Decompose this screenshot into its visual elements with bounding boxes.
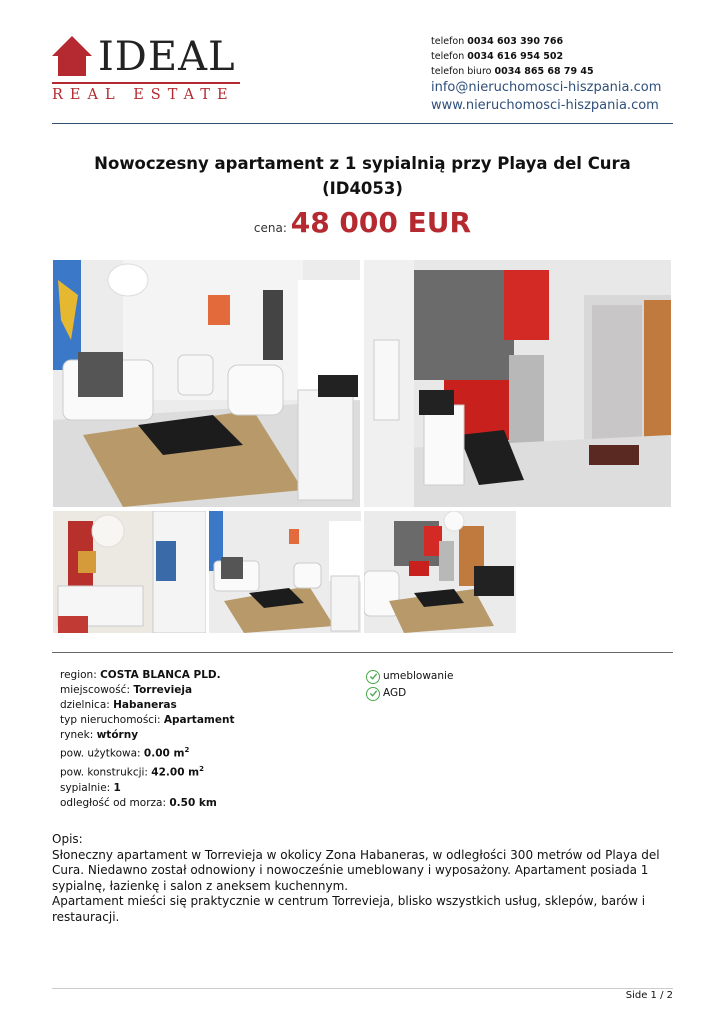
feature-label: AGD <box>383 687 407 699</box>
detail-label: region: <box>60 669 101 681</box>
detail-row <box>60 743 234 762</box>
detail-label: typ nieruchomości: <box>60 714 164 727</box>
property-details <box>60 668 234 811</box>
price-label: cena: <box>253 221 291 235</box>
detail-value: Habaneras <box>113 699 177 712</box>
phone-number: 0034 603 390 766 <box>467 36 564 47</box>
detail-value: Torrevieja <box>133 684 193 697</box>
house-roof-icon <box>52 36 92 76</box>
detail-row <box>60 781 234 796</box>
price-row <box>52 206 673 239</box>
detail-value: wtórny <box>96 729 139 742</box>
detail-row <box>60 683 234 698</box>
phone-line-2 <box>431 49 691 64</box>
listing-title: Nowoczesny apartament z 1 sypialnią przy Playa del Cura (ID4053) <box>94 154 631 198</box>
detail-label: sypialnie: <box>60 781 114 794</box>
email-link[interactable]: info@nieruchomosci-hiszpania.com <box>431 80 662 95</box>
detail-row <box>60 728 234 743</box>
check-icon <box>366 687 380 701</box>
feature-item <box>366 685 453 702</box>
detail-label: pow. użytkowa: <box>60 747 144 760</box>
section-divider <box>52 652 673 653</box>
detail-value: 1 <box>113 781 121 794</box>
detail-label: odległość od morza: <box>60 796 170 809</box>
phone-number: 0034 865 68 79 45 <box>494 66 594 77</box>
photo-kitchen <box>364 260 671 507</box>
logo-word: IDEAL <box>98 34 236 80</box>
detail-label: rynek: <box>60 729 97 742</box>
feature-list <box>366 668 453 702</box>
detail-value: 42.00 m <box>151 766 200 779</box>
feature-label: umeblowanie <box>383 670 454 682</box>
logo-divider <box>52 82 240 84</box>
header-divider <box>52 123 673 124</box>
contact-block <box>431 34 691 115</box>
detail-row <box>60 668 234 683</box>
detail-value: Apartament <box>163 714 235 727</box>
description-paragraph-1: Słoneczny apartament w Torrevieja w okolicy Zona Habaneras, w odległości 300 metrów od Playa del Cura. Niedawno został odnowiony i nowocześnie umeblowany i wyposażony. Apartament posiada 1 sypialnę, łazienkę i salon z aneksem kuchennym. <box>52 847 660 893</box>
photo-living-room-2 <box>209 511 361 633</box>
phone-line-3 <box>431 64 691 79</box>
detail-value: 0.00 m <box>143 747 185 760</box>
unit-superscript: 2 <box>184 746 190 755</box>
phone-number: 0034 616 954 502 <box>467 51 564 62</box>
price-value: 48 000 EUR <box>290 206 472 239</box>
page-number: Side 1 / 2 <box>625 990 673 1001</box>
photo-living-room <box>53 260 360 507</box>
phone-label: telefon <box>431 36 468 47</box>
feature-item <box>366 668 453 685</box>
detail-row <box>60 762 234 781</box>
detail-label: miejscowość: <box>60 684 134 697</box>
description-heading: Opis: <box>52 832 83 846</box>
photo-open-plan <box>364 511 516 633</box>
unit-superscript: 2 <box>199 765 204 774</box>
phone-line-1 <box>431 34 691 49</box>
phone-label: telefon <box>431 51 468 62</box>
description-paragraph-2: Apartament mieści się praktycznie w centrum Torrevieja, blisko wszystkich usług, sklepów, barów i restauracji. <box>52 894 646 924</box>
logo-subtitle: REAL ESTATE <box>52 87 235 103</box>
detail-label: pow. konstrukcji: <box>60 766 152 779</box>
phone-label: telefon biuro <box>431 66 495 77</box>
detail-value: COSTA BLANCA PLD. <box>100 669 221 681</box>
detail-row <box>60 796 234 811</box>
footer-divider <box>52 988 673 989</box>
check-icon <box>366 670 380 684</box>
photo-bedroom <box>53 511 206 633</box>
website-link[interactable]: www.nieruchomosci-hiszpania.com <box>431 98 659 113</box>
detail-row <box>60 713 234 728</box>
detail-label: dzielnica: <box>60 699 114 712</box>
detail-value: 0.50 km <box>169 796 217 809</box>
description <box>52 832 682 925</box>
detail-row <box>60 698 234 713</box>
company-logo <box>52 34 242 106</box>
